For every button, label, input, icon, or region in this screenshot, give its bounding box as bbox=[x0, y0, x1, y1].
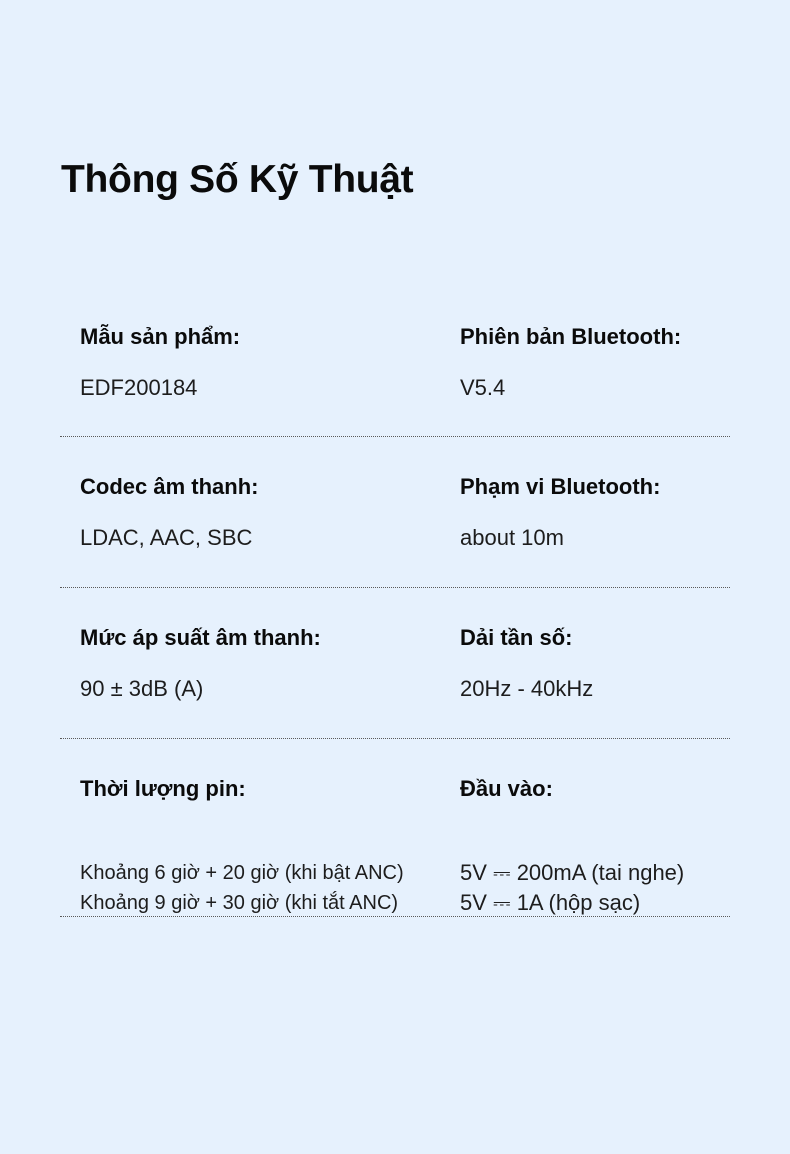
spec-values bbox=[80, 523, 252, 553]
spec-row-battery-input bbox=[60, 739, 730, 917]
spec-values bbox=[80, 858, 404, 918]
spec-values bbox=[80, 373, 197, 403]
spec-value: 20Hz - 40kHz bbox=[460, 676, 594, 701]
spec-row-spl-frequency bbox=[60, 588, 730, 739]
spec-row-model-bluetooth-version bbox=[60, 287, 730, 437]
spec-label: Phạm vi Bluetooth: bbox=[460, 474, 661, 499]
spec-label: Đầu vào: bbox=[460, 776, 553, 801]
spec-table bbox=[60, 287, 730, 917]
spec-label: Thời lượng pin: bbox=[80, 776, 246, 801]
spec-label: Mẫu sản phẩm: bbox=[80, 324, 241, 349]
spec-value: EDF200184 bbox=[80, 375, 198, 400]
spec-label: Codec âm thanh: bbox=[80, 474, 259, 499]
page-title: Thông Số Kỹ Thuật bbox=[61, 158, 414, 201]
spec-value: 90 ± 3dB (A) bbox=[80, 676, 204, 701]
spec-label: Mức áp suất âm thanh: bbox=[80, 625, 321, 650]
spec-value: V5.4 bbox=[460, 375, 506, 400]
spec-row-codec-bluetooth-range bbox=[60, 437, 730, 588]
spec-label: Phiên bản Bluetooth: bbox=[460, 324, 682, 349]
spec-values bbox=[460, 674, 593, 704]
spec-value: Khoảng 6 giờ + 20 giờ (khi bật ANC) bbox=[80, 862, 404, 884]
spec-value: 5V ⎓ 1A (hộp sạc) bbox=[460, 890, 641, 915]
spec-value: LDAC, AAC, SBC bbox=[80, 525, 253, 550]
spec-value: 5V ⎓ 200mA (tai nghe) bbox=[460, 860, 685, 885]
spec-values bbox=[80, 674, 203, 704]
spec-value: about 10m bbox=[460, 525, 564, 550]
spec-value: Khoảng 9 giờ + 30 giờ (khi tắt ANC) bbox=[80, 892, 399, 914]
spec-label: Dải tần số: bbox=[460, 625, 573, 650]
spec-values bbox=[460, 523, 564, 553]
spec-values bbox=[460, 858, 684, 918]
spec-values bbox=[460, 373, 505, 403]
